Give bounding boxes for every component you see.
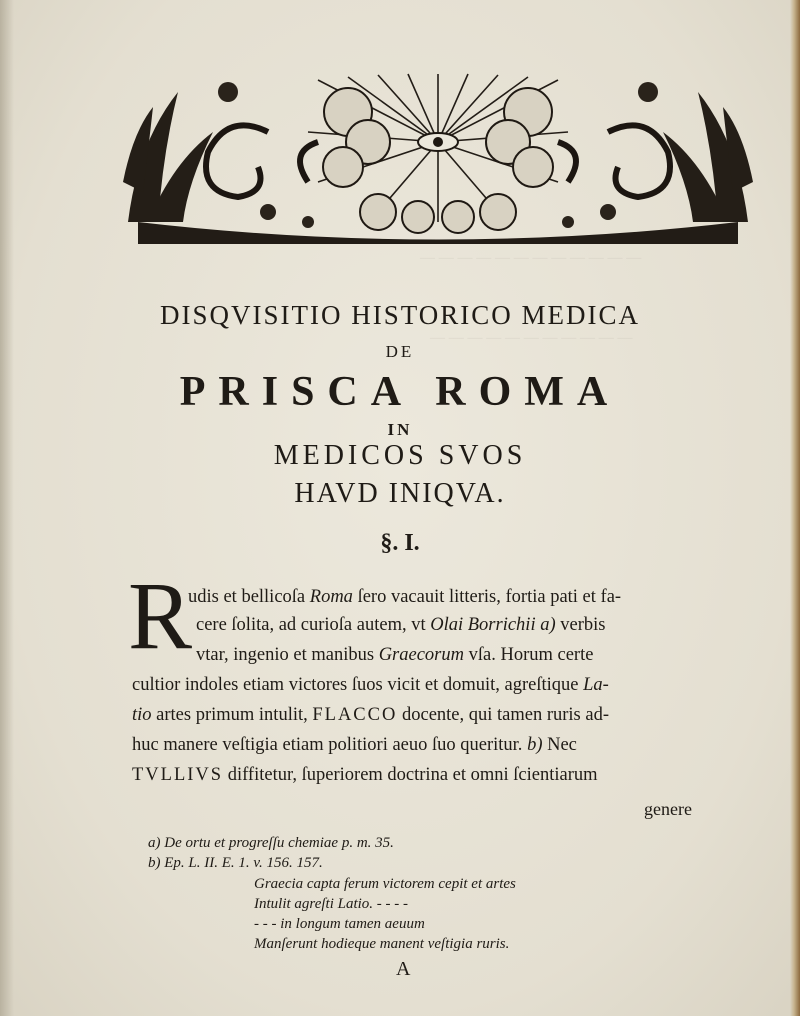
body-line-3 [196,642,593,668]
catchword: genere [644,799,692,819]
title-line-2: DE [385,342,415,361]
eye-of-providence-headpiece-icon [118,72,758,250]
footnote-a: a) De ortu et progreſſu chemiae p. m. 35. [148,835,394,851]
body-line-4 [132,672,609,698]
text-span: TVLLIVS [132,765,224,785]
title-line-1: DISQVISITIO HISTORICO MEDICA [160,300,640,330]
verse-line-4: Manſerunt hodieque manent veſtigia ruris. [254,936,510,952]
text-span: b) [527,735,543,755]
section-heading: §. I. [380,530,420,556]
text-span: udis et bellicoſa [188,587,310,607]
text-span: verbis [555,615,606,635]
body-line-5 [132,702,609,728]
text-span: cere ſolita, ad curioſa autem, vt [196,615,431,635]
text-span: ſero vacauit litteris, fortia pati et fa- [352,587,622,607]
text-span: La- [583,675,609,695]
text-span: Roma [309,587,353,607]
title-line-3: PRISCA ROMA [179,369,621,415]
text-span: docente, qui tamen ruris ad- [397,705,610,725]
text-span: vſa. Horum certe [463,645,594,665]
title-line-4: IN [387,420,413,439]
text-span: vtar, ingenio et manibus [196,645,379,665]
text-span: Olai Borrichii a) [430,615,556,635]
bleed-through-text: — — — — — — — — — — — [430,330,633,346]
text-span: diffitetur, ſuperiorem doctrina et omni ſcientiarum [223,765,598,785]
verse-line-3: - - - in longum tamen aeuum [254,916,425,932]
text-span: tio [132,705,152,725]
title-line-6: HAVD INIQVA. [294,478,506,509]
verse-line-1: Graecia capta ferum victorem cepit et artes [254,876,516,892]
body-line-2 [196,612,605,638]
text-span: huc manere veſtigia etiam politiori aeuo ſuo queritur. [132,735,528,755]
text-span: FLACCO [312,705,398,725]
text-span: Graecorum [378,645,464,665]
verse-line-2: Intulit agreſti Latio. - - - - [254,896,409,912]
text-span: Nec [542,735,577,755]
body-line-1 [188,584,621,610]
bleed-through-text: — — — — — — — — — — — — [420,250,642,266]
text-span: cultior indoles etiam victores ſuos vicit et domuit, agreſtique [132,675,584,695]
title-line-5: MEDICOS SVOS [273,440,527,471]
body-line-7 [132,762,598,788]
footnote-b: b) Ep. L. II. E. 1. v. 156. 157. [148,855,323,871]
drop-cap: R [128,562,193,669]
body-line-6 [132,732,577,758]
text-span: artes primum intulit, [151,705,313,725]
signature-mark: A [396,958,411,980]
